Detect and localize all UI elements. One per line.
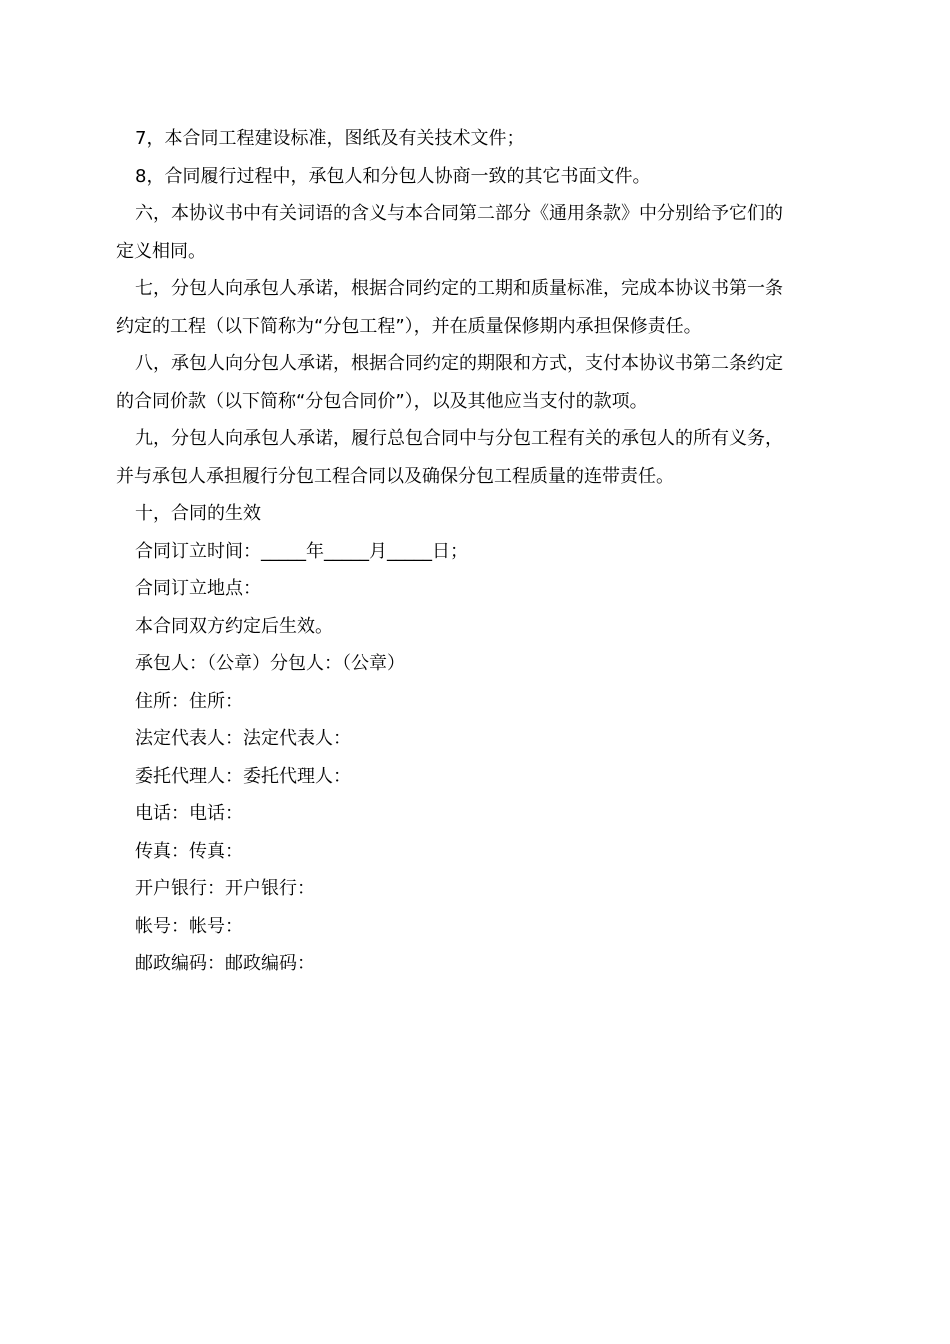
effective-clause: 本合同双方约定后生效。 bbox=[135, 615, 333, 637]
document-body bbox=[116, 120, 836, 983]
article-8-line-1: 八，承包人向分包人承诺，根据合同约定的期限和方式，支付本协议书第二条约定 bbox=[135, 353, 783, 374]
article-6-line-2: 定义相同。 bbox=[116, 240, 206, 262]
clause-7-standards: 7，本合同工程建设标准，图纸及有关技术文件； bbox=[135, 128, 525, 149]
article-7-line-1: 七，分包人向承包人承诺，根据合同约定的工期和质量标准，完成本协议书第一条 bbox=[135, 278, 783, 299]
article-7-line-2: 约定的工程（以下简称为“分包工程”），并在质量保修期内承担保修责任。 bbox=[116, 315, 702, 337]
clause-8-written-documents: 8，合同履行过程中，承包人和分包人协商一致的其它书面文件。 bbox=[135, 165, 651, 187]
article-10-heading: 十，合同的生效 bbox=[135, 503, 261, 524]
signing-place: 合同订立地点： bbox=[135, 578, 261, 599]
party-seals: 承包人：（公章）分包人：（公章） bbox=[135, 653, 405, 674]
signing-date: 合同订立时间：_____年_____月_____日； bbox=[135, 540, 468, 562]
postal-code-field: 邮政编码：邮政编码： bbox=[135, 953, 315, 974]
account-field: 帐号：帐号： bbox=[135, 915, 243, 937]
authorized-agent-field: 委托代理人：委托代理人： bbox=[135, 765, 351, 787]
fax-field: 传真：传真： bbox=[135, 840, 243, 862]
article-9-line-2: 并与承包人承担履行分包工程合同以及确保分包工程质量的连带责任。 bbox=[116, 465, 674, 487]
phone-field: 电话：电话： bbox=[135, 803, 243, 824]
article-8-line-2: 的合同价款（以下简称“分包合同价”），以及其他应当支付的款项。 bbox=[116, 390, 648, 412]
article-6-line-1: 六，本协议书中有关词语的含义与本合同第二部分《通用条款》中分别给予它们的 bbox=[135, 203, 783, 224]
bank-field: 开户银行：开户银行： bbox=[135, 878, 315, 899]
legal-representative-field: 法定代表人：法定代表人： bbox=[135, 728, 351, 749]
address-field: 住所：住所： bbox=[135, 690, 243, 712]
article-9-line-1: 九，分包人向承包人承诺，履行总包合同中与分包工程有关的承包人的所有义务， bbox=[135, 428, 783, 449]
